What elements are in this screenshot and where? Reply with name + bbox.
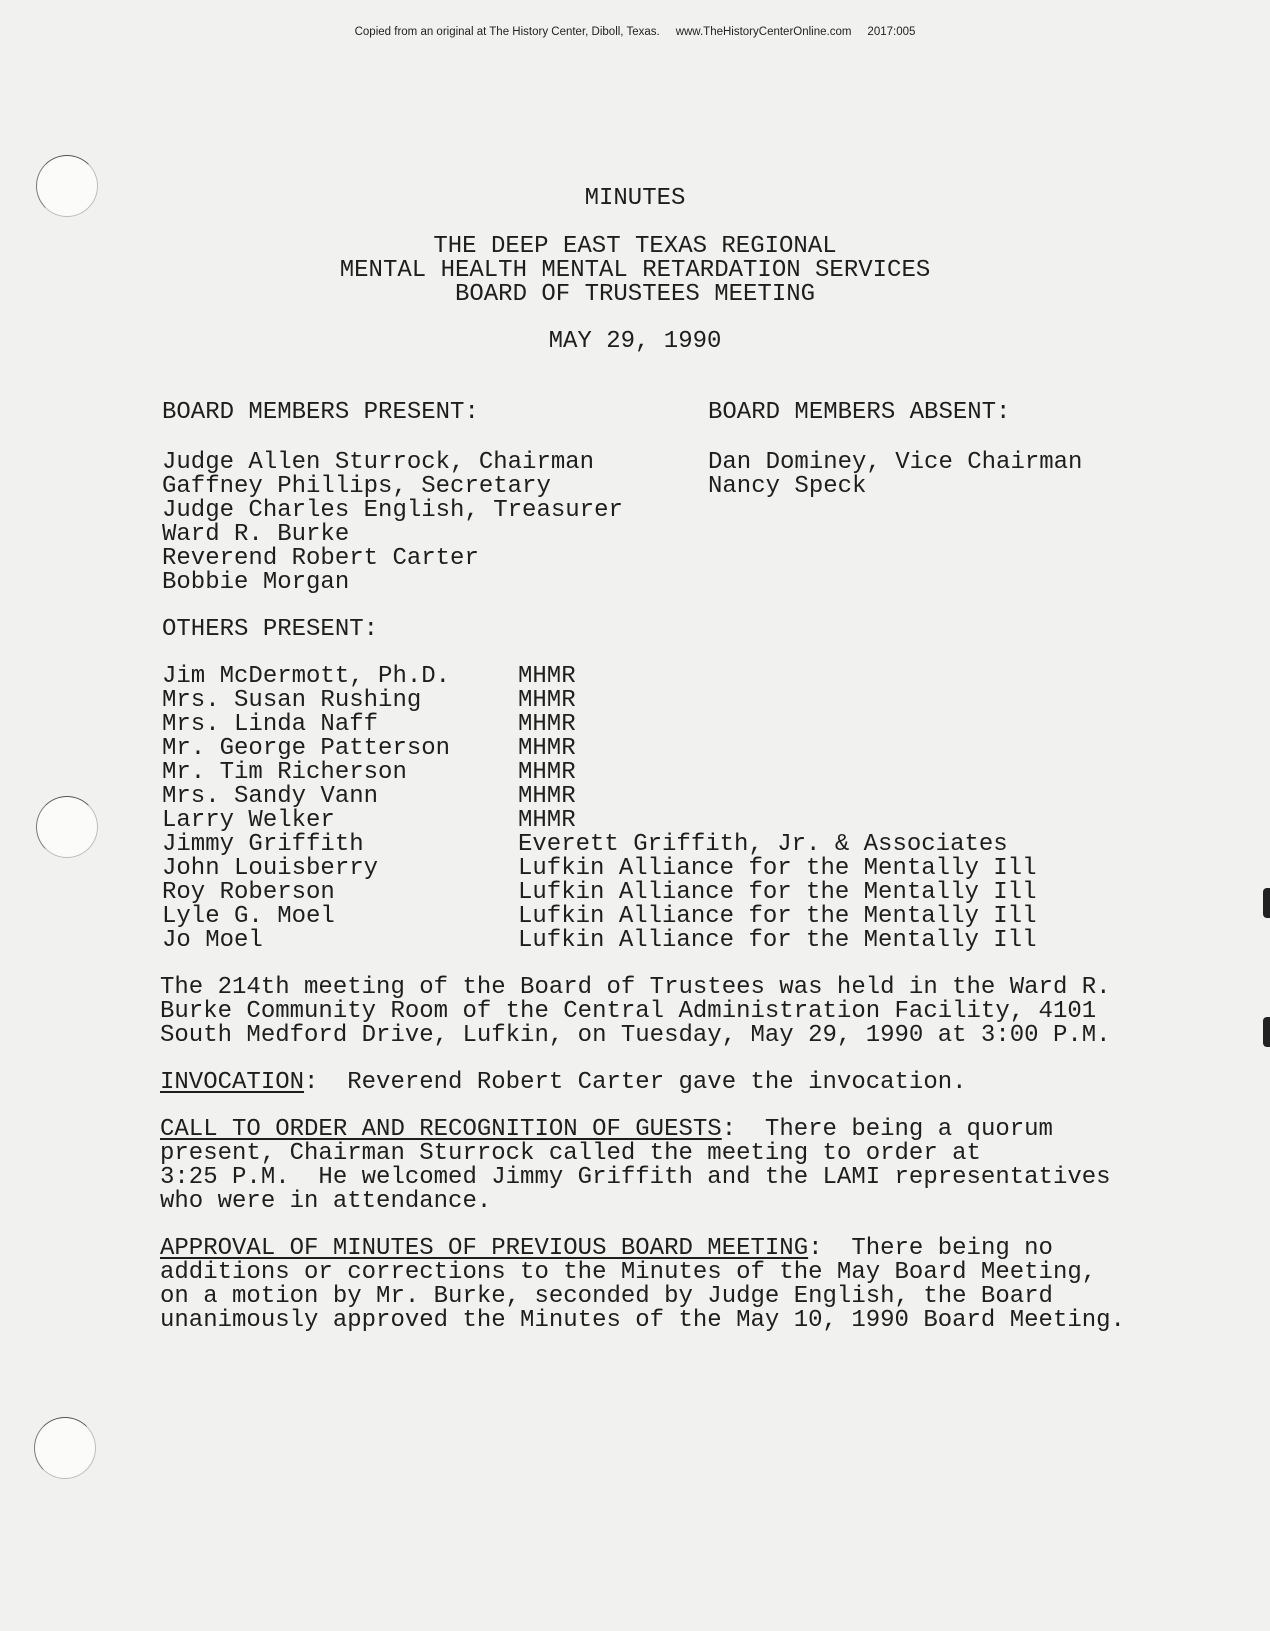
attendee-affiliation: MHMR <box>518 711 576 738</box>
attendee-name: Jim McDermott, Ph.D. <box>162 663 451 690</box>
binder-punch-hole <box>34 1417 96 1479</box>
present-member: Judge Charles English, Treasurer <box>162 497 623 524</box>
paragraph-line: South Medford Drive, Lufkin, on Tuesday, May 29, 1990 at 3:00 P.M. <box>160 1022 1111 1049</box>
org-line: BOARD OF TRUSTEES MEETING <box>454 281 816 308</box>
attendee-name: Lyle G. Moel <box>162 903 335 930</box>
paragraph-line: on a motion by Mr. Burke, seconded by Judge English, the Board <box>160 1283 1053 1310</box>
edge-mark <box>1263 888 1270 918</box>
paragraph-line <box>160 1237 1053 1262</box>
paragraph-line <box>160 1118 1053 1143</box>
paragraph-line: 3:25 P.M. He welcomed Jimmy Griffith and the LAMI representatives <box>160 1164 1111 1191</box>
attendee-affiliation: MHMR <box>518 663 576 690</box>
paragraph-line: present, Chairman Sturrock called the meeting to order at <box>160 1140 981 1167</box>
paragraph-line: additions or corrections to the Minutes of the May Board Meeting, <box>160 1259 1097 1286</box>
attendee-name: Jo Moel <box>162 927 263 954</box>
attendee-affiliation: MHMR <box>518 783 576 810</box>
attendee-affiliation: Lufkin Alliance for the Mentally Ill <box>518 927 1037 954</box>
paragraph-text: : Reverend Robert Carter gave the invocation. <box>304 1069 967 1096</box>
others-heading: OTHERS PRESENT: <box>162 616 379 643</box>
binder-punch-hole <box>36 796 98 858</box>
attendee-affiliation: MHMR <box>518 759 576 786</box>
meeting-date: MAY 29, 1990 <box>548 328 722 355</box>
edge-mark <box>1263 1017 1270 1047</box>
org-line: THE DEEP EAST TEXAS REGIONAL <box>433 233 837 260</box>
attendee-name: Roy Roberson <box>162 879 335 906</box>
org-line: MENTAL HEALTH MENTAL RETARDATION SERVICES <box>339 257 931 284</box>
present-member: Ward R. Burke <box>162 521 350 548</box>
paragraph-text: : There being a quorum <box>721 1116 1053 1143</box>
paragraph-line: unanimously approved the Minutes of the May 10, 1990 Board Meeting. <box>160 1307 1125 1334</box>
attendee-name: Mrs. Sandy Vann <box>162 783 379 810</box>
section-heading: CALL TO ORDER AND RECOGNITION OF GUESTS <box>160 1116 722 1143</box>
attendee-name: Mr. Tim Richerson <box>162 759 407 786</box>
present-member: Bobbie Morgan <box>162 569 350 596</box>
attendee-name: Mrs. Linda Naff <box>162 711 379 738</box>
absent-member: Nancy Speck <box>708 473 867 500</box>
present-member: Gaffney Phillips, Secretary <box>162 473 551 500</box>
attendee-affiliation: Lufkin Alliance for the Mentally Ill <box>518 879 1037 906</box>
attendee-name: Jimmy Griffith <box>162 831 364 858</box>
section-heading: INVOCATION <box>160 1069 305 1096</box>
paragraph-line: Burke Community Room of the Central Administration Facility, 4101 <box>160 998 1097 1025</box>
paragraph-line: The 214th meeting of the Board of Trustees was held in the Ward R. <box>160 974 1111 1001</box>
attendee-affiliation: Everett Griffith, Jr. & Associates <box>518 831 1008 858</box>
attendee-name: John Louisberry <box>162 855 379 882</box>
absent-member: Dan Dominey, Vice Chairman <box>708 449 1083 476</box>
section-heading: APPROVAL OF MINUTES OF PREVIOUS BOARD MEETING <box>160 1235 809 1262</box>
absent-heading: BOARD MEMBERS ABSENT: <box>708 399 1011 426</box>
present-heading: BOARD MEMBERS PRESENT: <box>162 399 479 426</box>
present-member: Reverend Robert Carter <box>162 545 479 572</box>
attendee-affiliation: Lufkin Alliance for the Mentally Ill <box>518 903 1037 930</box>
attendee-name: Mr. George Patterson <box>162 735 451 762</box>
attendee-name: Mrs. Susan Rushing <box>162 687 422 714</box>
attendee-affiliation: MHMR <box>518 807 576 834</box>
invocation-paragraph <box>160 1071 967 1096</box>
attendee-affiliation: Lufkin Alliance for the Mentally Ill <box>518 855 1037 882</box>
archive-copy-notice: Copied from an original at The History Center, Diboll, Texas. www.TheHistoryCenterOnline.com 2017:005 <box>354 26 916 38</box>
attendee-affiliation: MHMR <box>518 687 576 714</box>
attendee-affiliation: MHMR <box>518 735 576 762</box>
paragraph-line: who were in attendance. <box>160 1188 492 1215</box>
paragraph-text: : There being no <box>808 1235 1053 1262</box>
attendee-name: Larry Welker <box>162 807 335 834</box>
document-title: MINUTES <box>584 185 686 212</box>
present-member: Judge Allen Sturrock, Chairman <box>162 449 595 476</box>
